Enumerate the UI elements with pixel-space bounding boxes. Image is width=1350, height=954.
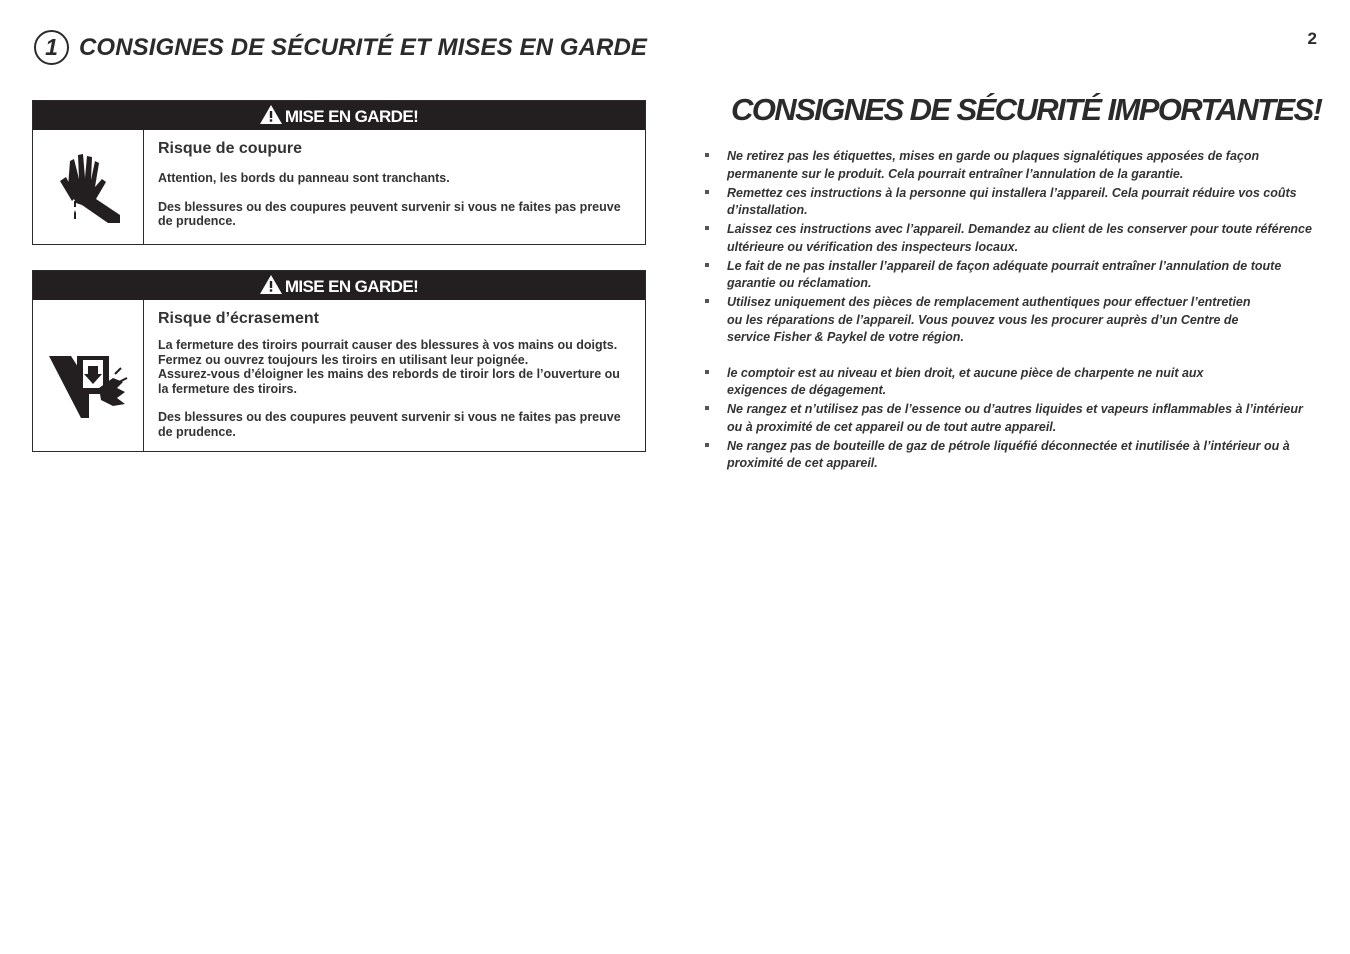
list-item: le comptoir est au niveau et bien droit, et aucune pièce de charpente ne nuit aux exigences de dégagement. — [703, 365, 1263, 400]
list-item: Ne rangez et n’utilisez pas de l’essence ou d’autres liquides et vapeurs inflammables à l’intérieur ou à proximité de cet appareil ou de tout autre appareil. — [703, 401, 1318, 436]
important-list — [703, 148, 1318, 474]
hand-cut-icon — [33, 130, 144, 244]
list-item: Le fait de ne pas installer l’appareil de façon adéquate pourrait entraîner l’annulation de toute garantie ou réclamation. — [703, 258, 1318, 293]
warning-header-label: MISE EN GARDE! — [284, 277, 419, 296]
page-number: 2 — [1307, 29, 1317, 48]
warning-paragraph: Assurez-vous d’éloigner les mains des rebords de tiroir lors de l’ouverture ou la fermeture des tiroirs. — [158, 367, 620, 396]
warning-paragraph: Des blessures ou des coupures peuvent survenir si vous ne faites pas preuve de prudence. — [158, 410, 621, 439]
warning-paragraph: La fermeture des tiroirs pourrait causer des blessures à vos mains ou doigts. — [158, 338, 618, 352]
list-item: Utilisez uniquement des pièces de remplacement authentiques pour effectuer l’entretien ou les réparations de l’appareil. Vous pouvez vous les procurer auprès d’un Centre de service Fisher & Paykel de votre région. — [703, 294, 1263, 347]
section-header — [34, 30, 647, 65]
warning-triangle-icon — [260, 105, 282, 129]
warning-triangle-icon — [260, 275, 282, 299]
section-title: CONSIGNES DE SÉCURITÉ ET MISES EN GARDE — [79, 33, 647, 61]
warning-title: Risque de coupure — [158, 140, 303, 157]
warning-paragraph: Fermez ou ouvrez toujours les tiroirs en utilisant leur poignée. — [158, 352, 529, 367]
warning-paragraph: Des blessures ou des coupures peuvent survenir si vous ne faites pas preuve de prudence. — [158, 199, 621, 228]
list-item: Ne retirez pas les étiquettes, mises en garde ou plaques signalétiques apposées de façon permanente sur le produit. Cela pourrait entraîner l’annulation de la garantie. — [703, 148, 1318, 183]
warning-paragraph: Attention, les bords du panneau sont tranchants. — [158, 171, 450, 185]
list-item: Remettez ces instructions à la personne qui installera l’appareil. Cela pourrait réduire vos coûts d’installation. — [703, 185, 1318, 220]
warning-title: Risque d’écrasement — [158, 310, 319, 327]
warning-header-label: MISE EN GARDE! — [284, 107, 419, 126]
warning-header — [33, 271, 645, 300]
warning-box-cut — [32, 100, 646, 245]
list-item: Laissez ces instructions avec l’appareil. Demandez au client de les conserver pour toute référence ultérieure ou vérification des inspecteurs locaux. — [703, 221, 1318, 256]
warning-header — [33, 101, 645, 130]
section-number: 1 — [34, 30, 69, 65]
warning-box-crush — [32, 270, 646, 452]
important-title: CONSIGNES DE SÉCURITÉ IMPORTANTES! — [731, 92, 1322, 127]
hand-crush-icon — [33, 300, 144, 451]
list-item: Ne rangez pas de bouteille de gaz de pétrole liquéfié déconnectée et inutilisée à l’intérieur ou à proximité de cet appareil. — [703, 438, 1318, 473]
